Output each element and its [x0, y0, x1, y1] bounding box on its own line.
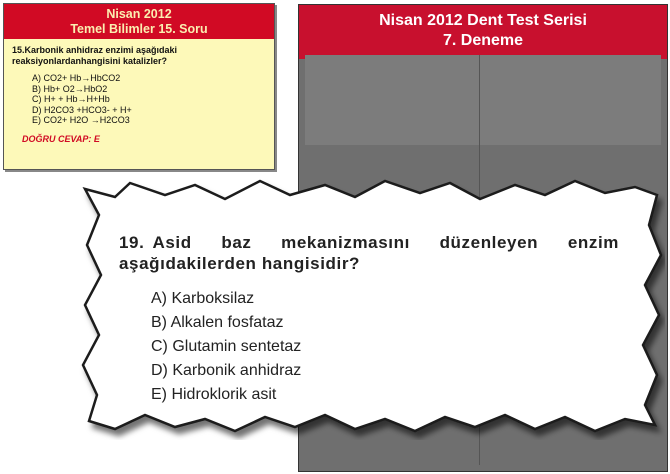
left-question-card: [3, 3, 275, 170]
exam-document-title: Nisan 2012 Dent Test Serisi: [379, 12, 587, 29]
left-card-title-line2: Temel Bilimler 15. Soru: [70, 22, 208, 36]
left-option-a: A) CO2+ Hb→HbCO2: [32, 73, 121, 83]
exam-document-text-area: [305, 55, 661, 145]
option-d: D) Karbonik anhidraz: [151, 362, 302, 379]
left-option-c: C) H+ + Hb→H+Hb: [32, 94, 110, 104]
option-e: E) Hidroklorik asit: [151, 386, 277, 403]
question-callout: [75, 175, 665, 440]
exam-document-subtitle: 7. Deneme: [442, 32, 524, 49]
option-c: C) Glutamin sentetaz: [151, 338, 302, 355]
question-text: Asid baz mekanizmasını düzenleyen enzim aşağıdakilerden hangisidir?: [119, 233, 619, 273]
left-card-options: [4, 67, 274, 126]
left-option-e: E) CO2+ H2O →H2CO3: [32, 115, 130, 125]
left-card-title-line1: Nisan 2012: [106, 7, 172, 21]
left-card-question: 15.Karbonik anhidraz enzimi aşağıdaki reaksiyonlardanhangisini katalizler?: [12, 45, 178, 66]
correct-answer-label: DOĞRU CEVAP: E: [22, 133, 100, 144]
left-option-b: B) Hb+ O2→HbO2: [32, 83, 108, 94]
left-card-header: [4, 4, 274, 39]
option-a: A) Karboksilaz: [151, 290, 255, 307]
exam-document-header: [299, 5, 667, 59]
callout-question: [119, 232, 619, 274]
callout-options: [151, 287, 301, 407]
left-option-d: D) H2CO3 +HCO3- + H+: [32, 104, 132, 115]
question-number: 19.: [119, 233, 145, 252]
option-b: B) Alkalen fosfataz: [151, 314, 284, 331]
